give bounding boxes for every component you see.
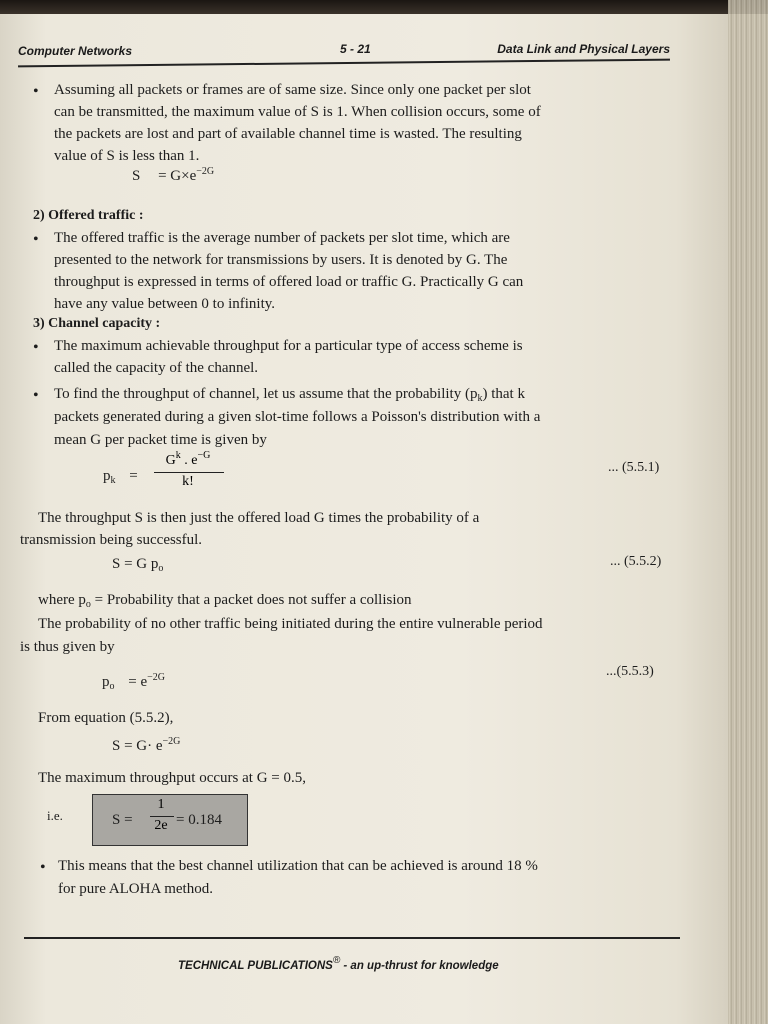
para1-line2: can be transmitted, the maximum value of S is 1. When collision occurs, some of: [54, 104, 541, 120]
footer-brand: TECHNICAL PUBLICATIONS: [178, 960, 333, 972]
eq-final-sup: −2G: [162, 736, 181, 747]
equation-5-5-1-denominator: k!: [182, 474, 194, 489]
para1-line3: the packets are lost and part of available channel time is wasted. The resulting: [54, 126, 522, 142]
bullet: •: [40, 859, 46, 876]
boxed-rhs: = 0.184: [176, 812, 222, 828]
para6-line2: is thus given by: [20, 639, 115, 655]
eq-rhs: = G×e: [158, 168, 197, 184]
eq551-num-sup2: −G: [197, 450, 211, 461]
eq551-num-mid: . e: [180, 453, 198, 468]
equation-5-5-3: [102, 672, 165, 692]
boxed-numerator: 1: [157, 797, 165, 812]
footer-registered-mark: ®: [332, 955, 341, 966]
equation-5-5-1-numerator: [150, 450, 226, 469]
boxed-fraction-bar: [150, 816, 174, 817]
para1-line1: Assuming all packets or frames are of same size. Since only one packet per slot: [54, 82, 531, 98]
para2-line1: The offered traffic is the average number of packets per slot time, which are: [54, 230, 510, 246]
conclusion-line2: for pure ALOHA method.: [58, 881, 213, 897]
header-page-number: 5 - 21: [340, 42, 371, 56]
page-edges: [728, 0, 768, 1024]
bullet: •: [33, 387, 39, 404]
footer-rule: [24, 937, 680, 939]
eq-lhs: S: [132, 168, 141, 184]
eq-final-text: S = G· e: [112, 738, 163, 754]
where-pre: where p: [38, 592, 86, 608]
para1-line4: value of S is less than 1.: [54, 148, 200, 164]
eq551-num-sup: k: [175, 450, 181, 461]
para4-sub: k: [477, 393, 483, 404]
equation-s-exp: [132, 166, 214, 185]
equation-5-5-1-lhs: [103, 468, 138, 486]
eq551-equals: =: [129, 468, 138, 484]
para2-line3: throughput is expressed in terms of offered load or traffic G. Practically G can: [54, 274, 524, 290]
eq551-sub: k: [110, 475, 116, 486]
section-heading-offered-traffic: 2) Offered traffic :: [33, 208, 144, 223]
para4-line2: packets generated during a given slot-time follows a Poisson's distribution with a: [54, 409, 541, 425]
eq553-rhs: = e: [128, 674, 148, 690]
para5-line2: transmission being successful.: [20, 532, 203, 548]
header-book-title: Computer Networks: [18, 44, 133, 58]
bullet: •: [33, 83, 39, 100]
where-sub: o: [85, 599, 91, 610]
para2-line4: have any value between 0 to infinity.: [54, 296, 276, 312]
where-definition: [38, 590, 412, 615]
eq552-sub: o: [158, 563, 164, 574]
eq-sup: −2G: [196, 166, 215, 177]
binding-shadow: [0, 0, 768, 14]
eq553-sup: −2G: [147, 672, 165, 683]
boxed-denominator: 2e: [154, 818, 168, 833]
where-post: = Probability that a packet does not suffer a collision: [90, 592, 412, 608]
para3-line2: called the capacity of the channel.: [54, 360, 259, 376]
boxed-lhs: S =: [112, 812, 133, 828]
max-throughput-line: The maximum throughput occurs at G = 0.5,: [38, 770, 306, 786]
conclusion-line1: This means that the best channel utilization that can be achieved is around 18 %: [58, 858, 538, 874]
para5-line1: The throughput S is then just the offered load G times the probability of a: [38, 510, 480, 526]
eq551-num-g: G: [165, 453, 176, 468]
header-chapter-title: Data Link and Physical Layers: [497, 42, 670, 56]
footer-tagline: - an up-thrust for knowledge: [340, 960, 499, 972]
equation-number-5-5-1: ... (5.5.1): [608, 460, 660, 475]
equation-s-final: [112, 736, 180, 755]
para4-line1-b: ) that k: [482, 386, 525, 402]
para4-line3: mean G per packet time is given by: [54, 432, 267, 448]
eq552-text: S = G p: [112, 556, 159, 572]
fraction-bar: [154, 472, 224, 473]
para4-line1: [54, 384, 525, 409]
eq551-p: p: [103, 468, 111, 484]
para2-line2: presented to the network for transmissions by users. It is denoted by G. The: [54, 252, 508, 268]
equation-number-5-5-2: ... (5.5.2): [610, 554, 662, 569]
para4-line1-a: To find the throughput of channel, let us assume that the probability (p: [54, 386, 478, 402]
ie-label: i.e.: [47, 808, 63, 823]
section-heading-channel-capacity: 3) Channel capacity :: [33, 316, 161, 331]
from-equation-line: From equation (5.5.2),: [38, 710, 174, 726]
eq553-sub: o: [109, 681, 115, 692]
eq553-p: p: [102, 674, 110, 690]
equation-5-5-2: [112, 556, 163, 574]
para3-line1: The maximum achievable throughput for a particular type of access scheme is: [54, 338, 523, 354]
bullet: •: [33, 231, 39, 248]
bullet: •: [33, 339, 39, 356]
footer: [178, 955, 499, 972]
equation-number-5-5-3: ...(5.5.3): [606, 664, 654, 679]
para6-line1: The probability of no other traffic being initiated during the entire vulnerable period: [38, 616, 543, 632]
